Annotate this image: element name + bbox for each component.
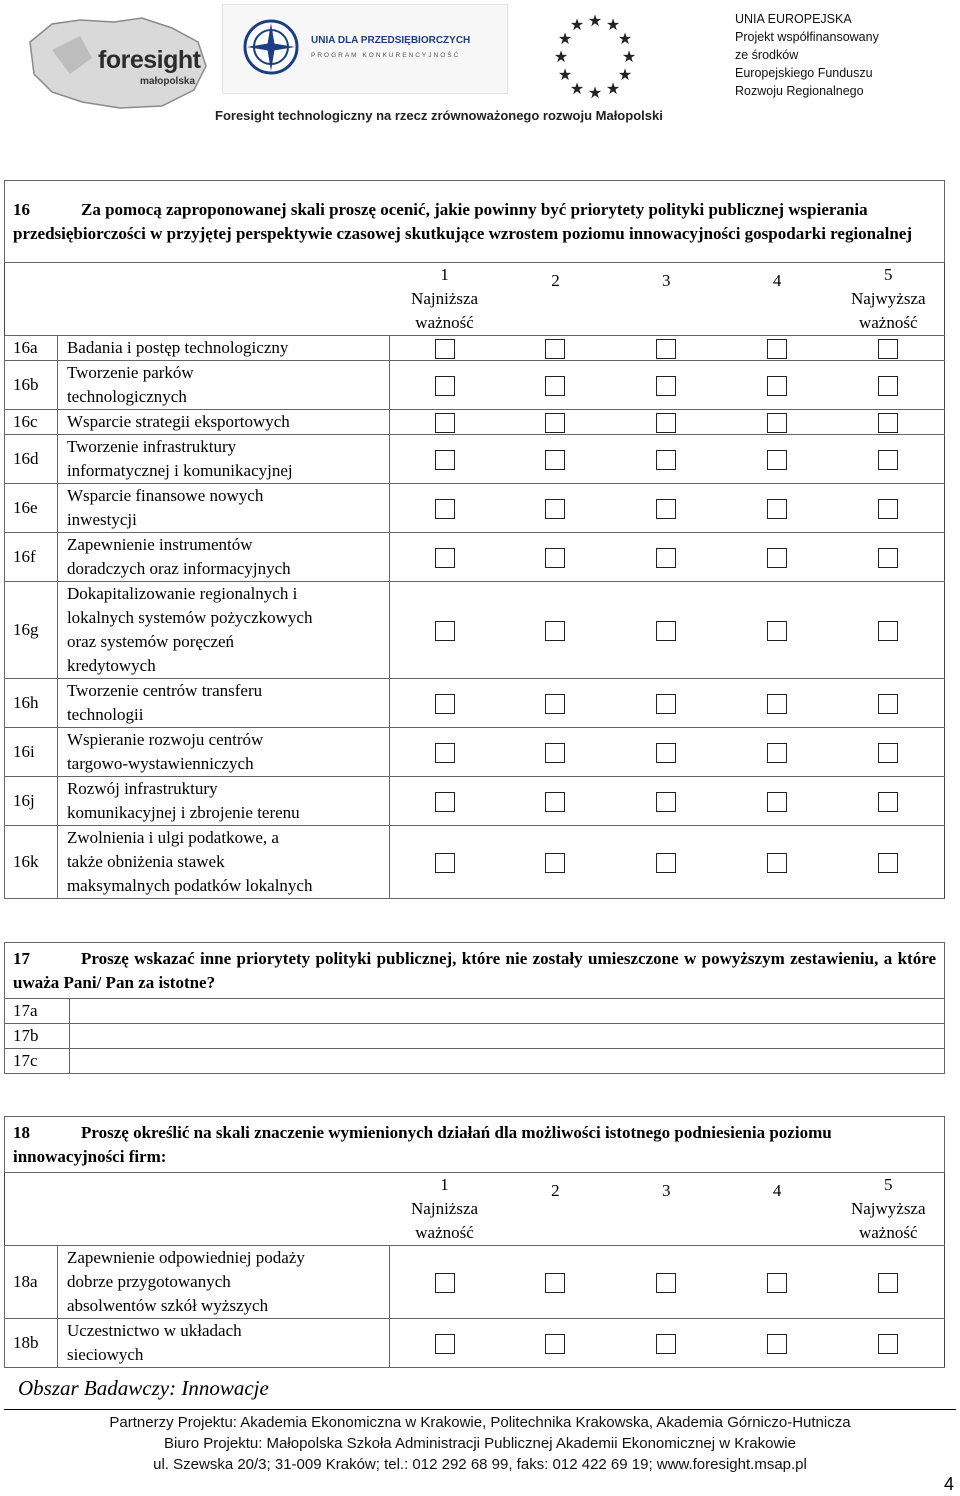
rating-checkbox-3[interactable] bbox=[656, 413, 676, 433]
question-text: Proszę określić na skali znaczenie wymienionych działań dla możliwości istotnego podniesienia poziomu innowacyjności firm: bbox=[13, 1123, 832, 1166]
item-code: 16k bbox=[5, 826, 58, 899]
rating-checkbox-1[interactable] bbox=[435, 548, 455, 568]
question-16-title bbox=[5, 181, 945, 263]
rating-cell bbox=[722, 1319, 833, 1368]
question-text: Proszę wskazać inne priorytety polityki publicznej, które nie zostały umieszczone w powyższym zestawieniu, a które uważa Pani/ Pan za istotne? bbox=[13, 949, 936, 992]
scale-high: 5 Najwyższa ważność bbox=[850, 265, 926, 332]
rating-checkbox-4[interactable] bbox=[767, 853, 787, 873]
rating-cell bbox=[722, 533, 833, 582]
rating-checkbox-4[interactable] bbox=[767, 743, 787, 763]
rating-checkbox-1[interactable] bbox=[435, 413, 455, 433]
rating-checkbox-1[interactable] bbox=[435, 450, 455, 470]
rating-checkbox-3[interactable] bbox=[656, 548, 676, 568]
item-label-line: informatycznej i komunikacyjnej bbox=[66, 461, 293, 480]
question-18-items bbox=[5, 1246, 945, 1368]
item-label-line: komunikacyjnej i zbrojenie terenu bbox=[66, 803, 300, 822]
rating-cell bbox=[833, 679, 945, 728]
rating-checkbox-5[interactable] bbox=[878, 339, 898, 359]
scale-header bbox=[5, 1173, 945, 1246]
rating-checkbox-2[interactable] bbox=[545, 1273, 565, 1293]
rating-cell bbox=[722, 484, 833, 533]
rating-cell bbox=[722, 410, 833, 435]
rating-cell bbox=[611, 826, 722, 899]
svg-text:★: ★ bbox=[557, 29, 573, 48]
rating-checkbox-2[interactable] bbox=[545, 339, 565, 359]
rating-cell bbox=[722, 728, 833, 777]
rating-checkbox-2[interactable] bbox=[545, 853, 565, 873]
rating-cell bbox=[500, 728, 611, 777]
rating-checkbox-1[interactable] bbox=[435, 694, 455, 714]
footer-address: ul. Szewska 20/3; 31-009 Kraków; tel.: 012 292 68 99, faks: 012 422 69 19; www.foresight.msap.pl bbox=[153, 1456, 807, 1473]
item-label-line: targowo-wystawienniczych bbox=[66, 754, 254, 773]
svg-text:★: ★ bbox=[587, 12, 603, 30]
rating-cell bbox=[611, 533, 722, 582]
item-label-line: maksymalnych podatków lokalnych bbox=[66, 876, 313, 895]
rating-checkbox-5[interactable] bbox=[878, 792, 898, 812]
rating-checkbox-5[interactable] bbox=[878, 413, 898, 433]
table-row bbox=[5, 1024, 945, 1049]
rating-checkbox-3[interactable] bbox=[656, 853, 676, 873]
rating-cell bbox=[611, 410, 722, 435]
rating-cell bbox=[500, 1319, 611, 1368]
rating-checkbox-4[interactable] bbox=[767, 376, 787, 396]
rating-cell bbox=[389, 679, 500, 728]
rating-checkbox-1[interactable] bbox=[435, 621, 455, 641]
rating-checkbox-5[interactable] bbox=[878, 694, 898, 714]
research-area: Obszar Badawczy: Innowacje bbox=[18, 1376, 269, 1400]
rating-cell bbox=[611, 582, 722, 679]
rating-cell bbox=[500, 361, 611, 410]
rating-cell bbox=[611, 1319, 722, 1368]
eu-funding-text bbox=[735, 10, 879, 100]
scale-low: 1 Najniższa ważność bbox=[411, 265, 479, 332]
scale-2: 2 bbox=[551, 271, 560, 290]
rating-checkbox-5[interactable] bbox=[878, 853, 898, 873]
question-17-title bbox=[5, 943, 945, 999]
rating-checkbox-3[interactable] bbox=[656, 450, 676, 470]
rating-checkbox-3[interactable] bbox=[656, 499, 676, 519]
item-label-line: Tworzenie parków bbox=[66, 363, 194, 382]
table-row bbox=[5, 484, 945, 533]
rating-cell bbox=[833, 533, 945, 582]
item-label-line: Zapewnienie instrumentów bbox=[66, 535, 253, 554]
udp-logo-title: UNIA DLA PRZEDSIĘBIORCZYCH bbox=[311, 35, 471, 46]
item-label bbox=[57, 1246, 389, 1319]
rating-cell bbox=[389, 1319, 500, 1368]
question-number: 17 bbox=[13, 949, 30, 968]
rating-checkbox-1[interactable] bbox=[435, 743, 455, 763]
rating-cell bbox=[833, 484, 945, 533]
rating-checkbox-3[interactable] bbox=[656, 1334, 676, 1354]
rating-cell bbox=[500, 410, 611, 435]
item-label bbox=[57, 1319, 389, 1368]
eu-text-line: Projekt współfinansowany bbox=[735, 30, 879, 44]
rating-cell bbox=[389, 410, 500, 435]
item-code: 16j bbox=[5, 777, 58, 826]
item-label-line: Wsparcie strategii eksportowych bbox=[66, 412, 290, 431]
rating-cell bbox=[611, 1246, 722, 1319]
item-code: 16c bbox=[5, 410, 58, 435]
item-label-line: Wspieranie rozwoju centrów bbox=[66, 730, 264, 749]
foresight-logo-word: foresight bbox=[98, 46, 201, 74]
rating-cell bbox=[500, 826, 611, 899]
rating-cell bbox=[389, 484, 500, 533]
item-label-line: Rozwój infrastruktury bbox=[66, 779, 218, 798]
item-label-line: Tworzenie infrastruktury bbox=[66, 437, 237, 456]
svg-text:★: ★ bbox=[617, 65, 633, 84]
item-label bbox=[57, 679, 389, 728]
rating-checkbox-1[interactable] bbox=[435, 499, 455, 519]
rating-checkbox-4[interactable] bbox=[767, 694, 787, 714]
table-row bbox=[5, 336, 945, 361]
rating-checkbox-2[interactable] bbox=[545, 376, 565, 396]
rating-cell bbox=[722, 582, 833, 679]
rating-checkbox-2[interactable] bbox=[545, 1334, 565, 1354]
footer-office: Biuro Projektu: Małopolska Szkoła Administracji Publicznej Akademii Ekonomicznej w Krakowie bbox=[164, 1435, 796, 1452]
scale-4: 4 bbox=[772, 271, 782, 290]
rating-checkbox-4[interactable] bbox=[767, 792, 787, 812]
item-code: 16g bbox=[5, 582, 58, 679]
table-row bbox=[5, 361, 945, 410]
item-label-line: sieciowych bbox=[66, 1345, 144, 1364]
question-18-title bbox=[5, 1117, 945, 1173]
table-row bbox=[5, 582, 945, 679]
rating-checkbox-4[interactable] bbox=[767, 339, 787, 359]
table-row bbox=[5, 1319, 945, 1368]
item-label bbox=[57, 826, 389, 899]
answer-field[interactable] bbox=[70, 1049, 945, 1074]
rating-checkbox-5[interactable] bbox=[878, 548, 898, 568]
svg-text:★: ★ bbox=[569, 79, 585, 98]
svg-text:★: ★ bbox=[587, 83, 603, 102]
item-label-line: inwestycji bbox=[66, 510, 137, 529]
rating-checkbox-2[interactable] bbox=[545, 548, 565, 568]
table-row bbox=[5, 728, 945, 777]
item-code: 16f bbox=[5, 533, 58, 582]
scale-2: 2 bbox=[551, 1181, 560, 1200]
rating-checkbox-5[interactable] bbox=[878, 743, 898, 763]
rating-checkbox-1[interactable] bbox=[435, 853, 455, 873]
rating-cell bbox=[722, 336, 833, 361]
rating-checkbox-4[interactable] bbox=[767, 621, 787, 641]
rating-checkbox-5[interactable] bbox=[878, 499, 898, 519]
scale-4: 4 bbox=[772, 1181, 782, 1200]
eu-text-line: ze środków bbox=[735, 48, 799, 62]
table-row bbox=[5, 777, 945, 826]
item-label-line: absolwentów szkół wyższych bbox=[66, 1296, 269, 1315]
item-label-line: Dokapitalizowanie regionalnych i bbox=[66, 584, 298, 603]
item-code: 17a bbox=[5, 999, 70, 1024]
answer-field[interactable] bbox=[70, 1024, 945, 1049]
rating-checkbox-2[interactable] bbox=[545, 792, 565, 812]
table-row bbox=[5, 1246, 945, 1319]
rating-checkbox-5[interactable] bbox=[878, 1334, 898, 1354]
rating-checkbox-5[interactable] bbox=[878, 376, 898, 396]
rating-checkbox-2[interactable] bbox=[545, 694, 565, 714]
item-code: 18a bbox=[5, 1246, 58, 1319]
item-label-line: Uczestnictwo w układach bbox=[66, 1321, 242, 1340]
question-number: 16 bbox=[13, 200, 30, 219]
item-label-line: Badania i postęp technologiczny bbox=[66, 338, 289, 357]
eu-text-line: Europejskiego Funduszu bbox=[735, 66, 873, 80]
rating-checkbox-1[interactable] bbox=[435, 339, 455, 359]
question-16-table bbox=[4, 180, 945, 899]
rating-cell bbox=[833, 582, 945, 679]
rating-cell bbox=[389, 435, 500, 484]
rating-cell bbox=[611, 361, 722, 410]
item-code: 18b bbox=[5, 1319, 58, 1368]
rating-cell bbox=[833, 336, 945, 361]
item-label-line: kredytowych bbox=[66, 656, 156, 675]
foresight-logo bbox=[22, 12, 212, 112]
eu-text-line: Rozwoju Regionalnego bbox=[735, 84, 864, 98]
item-code: 16i bbox=[5, 728, 58, 777]
rating-checkbox-3[interactable] bbox=[656, 339, 676, 359]
table-row bbox=[5, 410, 945, 435]
rating-cell bbox=[611, 336, 722, 361]
rating-cell bbox=[833, 777, 945, 826]
scale-high: 5 Najwyższa ważność bbox=[850, 1175, 926, 1242]
item-label-line: doradczych oraz informacyjnych bbox=[66, 559, 291, 578]
item-label bbox=[57, 533, 389, 582]
item-label-line: Zwolnienia i ulgi podatkowe, a bbox=[66, 828, 279, 847]
item-label bbox=[57, 777, 389, 826]
rating-cell bbox=[833, 728, 945, 777]
rating-checkbox-2[interactable] bbox=[545, 499, 565, 519]
rating-checkbox-4[interactable] bbox=[767, 499, 787, 519]
rating-cell bbox=[611, 728, 722, 777]
rating-cell bbox=[500, 533, 611, 582]
table-row bbox=[5, 1049, 945, 1074]
svg-text:★: ★ bbox=[569, 15, 585, 34]
rating-cell bbox=[389, 336, 500, 361]
item-label-line: Wsparcie finansowe nowych bbox=[66, 486, 264, 505]
item-label bbox=[57, 435, 389, 484]
table-row bbox=[5, 533, 945, 582]
svg-text:★: ★ bbox=[617, 29, 633, 48]
rating-cell bbox=[611, 484, 722, 533]
svg-text:★: ★ bbox=[605, 79, 621, 98]
eu-text-line: UNIA EUROPEJSKA bbox=[735, 12, 852, 26]
table-row bbox=[5, 999, 945, 1024]
rating-cell bbox=[500, 679, 611, 728]
rating-checkbox-4[interactable] bbox=[767, 1273, 787, 1293]
scale-3: 3 bbox=[662, 271, 671, 290]
page-number: 4 bbox=[943, 1474, 954, 1494]
footer-partners: Partnerzy Projektu: Akademia Ekonomiczna w Krakowie, Politechnika Krakowska, Akademia Górniczo-Hutnicza bbox=[109, 1414, 851, 1431]
scale-3: 3 bbox=[662, 1181, 671, 1200]
compass-emblem-icon bbox=[241, 17, 301, 77]
rating-cell bbox=[500, 777, 611, 826]
rating-cell bbox=[500, 484, 611, 533]
scale-low: 1 Najniższa ważność bbox=[411, 1175, 479, 1242]
rating-cell bbox=[389, 777, 500, 826]
rating-checkbox-2[interactable] bbox=[545, 450, 565, 470]
rating-cell bbox=[833, 1246, 945, 1319]
question-16-items bbox=[5, 336, 945, 899]
svg-text:★: ★ bbox=[553, 47, 569, 66]
foresight-logo-sub: małopolska bbox=[140, 76, 196, 87]
item-label-line: także obniżenia stawek bbox=[66, 852, 225, 871]
footer-divider bbox=[4, 1409, 956, 1410]
rating-checkbox-2[interactable] bbox=[545, 621, 565, 641]
rating-checkbox-5[interactable] bbox=[878, 450, 898, 470]
question-text: Za pomocą zaproponowanej skali proszę ocenić, jakie powinny być priorytety polityki publicznej wspierania przedsiębiorczości w przyjętej perspektywie czasowej skutkujące wzrostem poziomu innowacyjności gospodarki regionalnej bbox=[13, 200, 913, 243]
rating-cell bbox=[389, 728, 500, 777]
item-code: 17b bbox=[5, 1024, 70, 1049]
rating-checkbox-1[interactable] bbox=[435, 1273, 455, 1293]
item-code: 16d bbox=[5, 435, 58, 484]
rating-cell bbox=[389, 826, 500, 899]
item-label bbox=[57, 484, 389, 533]
rating-cell bbox=[611, 435, 722, 484]
rating-cell bbox=[611, 777, 722, 826]
rating-checkbox-5[interactable] bbox=[878, 621, 898, 641]
rating-cell bbox=[389, 1246, 500, 1319]
rating-cell bbox=[833, 361, 945, 410]
item-code: 16e bbox=[5, 484, 58, 533]
item-label-line: technologicznych bbox=[66, 387, 187, 406]
item-label bbox=[57, 336, 389, 361]
eu-flag-icon bbox=[545, 12, 725, 102]
rating-checkbox-2[interactable] bbox=[545, 413, 565, 433]
rating-cell bbox=[722, 435, 833, 484]
rating-checkbox-3[interactable] bbox=[656, 694, 676, 714]
item-label bbox=[57, 361, 389, 410]
rating-checkbox-4[interactable] bbox=[767, 450, 787, 470]
svg-text:★: ★ bbox=[621, 47, 637, 66]
rating-checkbox-1[interactable] bbox=[435, 792, 455, 812]
rating-cell bbox=[500, 1246, 611, 1319]
page-header bbox=[0, 0, 960, 140]
question-17-table bbox=[4, 942, 945, 1074]
rating-checkbox-4[interactable] bbox=[767, 548, 787, 568]
svg-text:★: ★ bbox=[557, 65, 573, 84]
item-label bbox=[57, 582, 389, 679]
rating-cell bbox=[389, 533, 500, 582]
item-code: 16a bbox=[5, 336, 58, 361]
rating-checkbox-4[interactable] bbox=[767, 1334, 787, 1354]
rating-checkbox-1[interactable] bbox=[435, 376, 455, 396]
udp-logo bbox=[222, 4, 508, 94]
project-title: Foresight technologiczny na rzecz zrównoważonego rozwoju Małopolski bbox=[215, 108, 663, 123]
item-label bbox=[57, 410, 389, 435]
answer-field[interactable] bbox=[70, 999, 945, 1024]
rating-cell bbox=[833, 410, 945, 435]
item-label-line: Tworzenie centrów transferu bbox=[66, 681, 263, 700]
question-number: 18 bbox=[13, 1123, 30, 1142]
rating-cell bbox=[722, 1246, 833, 1319]
rating-cell bbox=[833, 1319, 945, 1368]
rating-cell bbox=[389, 361, 500, 410]
scale-header bbox=[5, 263, 945, 336]
item-code: 17c bbox=[5, 1049, 70, 1074]
rating-checkbox-3[interactable] bbox=[656, 376, 676, 396]
rating-checkbox-5[interactable] bbox=[878, 1273, 898, 1293]
rating-cell bbox=[500, 336, 611, 361]
rating-cell bbox=[722, 679, 833, 728]
rating-cell bbox=[722, 826, 833, 899]
rating-checkbox-3[interactable] bbox=[656, 792, 676, 812]
rating-cell bbox=[722, 777, 833, 826]
question-18-table bbox=[4, 1116, 945, 1368]
rating-cell bbox=[833, 826, 945, 899]
item-label-line: oraz systemów poręczeń bbox=[66, 632, 235, 651]
rating-checkbox-4[interactable] bbox=[767, 413, 787, 433]
rating-checkbox-3[interactable] bbox=[656, 1273, 676, 1293]
rating-cell bbox=[833, 435, 945, 484]
rating-cell bbox=[389, 582, 500, 679]
rating-checkbox-2[interactable] bbox=[545, 743, 565, 763]
item-label-line: Zapewnienie odpowiedniej podaży bbox=[66, 1248, 305, 1267]
item-label-line: technologii bbox=[66, 705, 144, 724]
rating-cell bbox=[500, 582, 611, 679]
table-row bbox=[5, 679, 945, 728]
table-row bbox=[5, 826, 945, 899]
rating-checkbox-1[interactable] bbox=[435, 1334, 455, 1354]
item-label-line: dobrze przygotowanych bbox=[66, 1272, 231, 1291]
svg-text:★: ★ bbox=[605, 15, 621, 34]
udp-logo-subtitle: PROGRAM KONKURENCYJNOŚĆ bbox=[311, 52, 461, 59]
question-17-items bbox=[5, 999, 945, 1074]
item-label bbox=[57, 728, 389, 777]
table-row bbox=[5, 435, 945, 484]
item-code: 16b bbox=[5, 361, 58, 410]
item-code: 16h bbox=[5, 679, 58, 728]
rating-cell bbox=[611, 679, 722, 728]
rating-checkbox-3[interactable] bbox=[656, 743, 676, 763]
rating-cell bbox=[722, 361, 833, 410]
rating-cell bbox=[500, 435, 611, 484]
rating-checkbox-3[interactable] bbox=[656, 621, 676, 641]
item-label-line: lokalnych systemów pożyczkowych bbox=[66, 608, 313, 627]
